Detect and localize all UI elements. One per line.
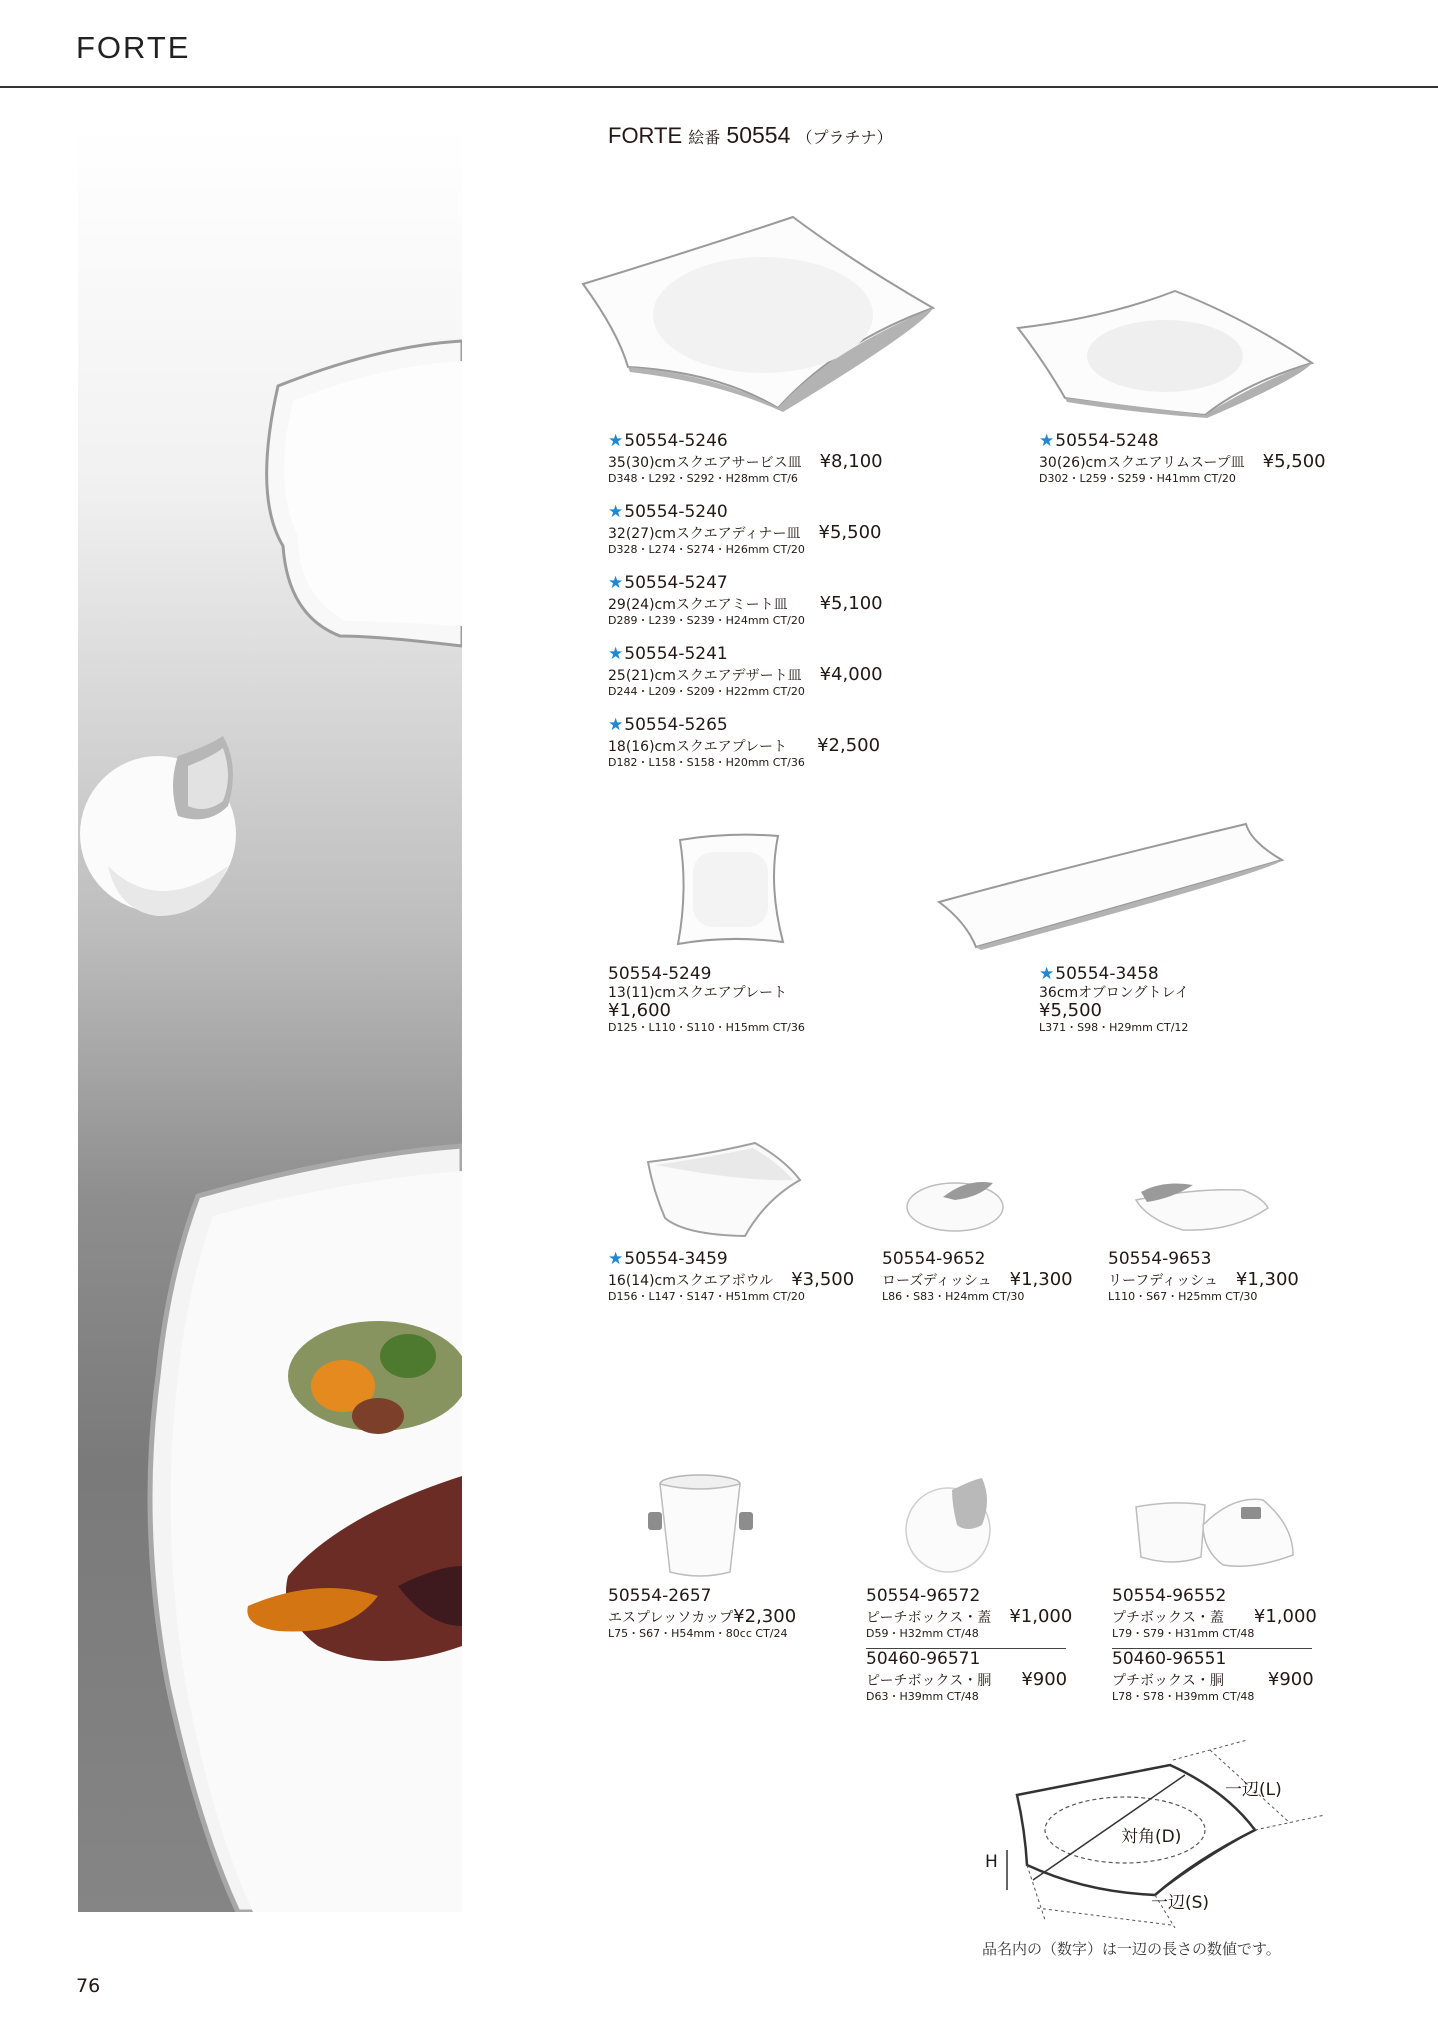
item-code: 50554-9653 xyxy=(1108,1249,1212,1269)
item-name: プチボックス・胴 xyxy=(1112,1672,1224,1689)
star-icon: ★ xyxy=(608,644,624,664)
item-code: 50554-3459 xyxy=(624,1249,728,1269)
item-name: 16(14)cmスクエアボウル xyxy=(608,1272,774,1289)
label-height-h: H xyxy=(985,1852,998,1872)
item-name: 32(27)cmスクエアディナー皿 xyxy=(608,525,801,542)
item-50554-2657 xyxy=(608,1587,796,1641)
item-name: ローズディッシュ xyxy=(882,1272,992,1289)
item-price: ¥8,100 xyxy=(819,450,883,472)
item-spec: D302・L259・S259・H41mm CT/20 xyxy=(1039,472,1236,486)
item-code: 50460-96551 xyxy=(1112,1649,1227,1669)
item-spec: D125・L110・S110・H15mm CT/36 xyxy=(608,1021,805,1035)
item-50554-9653 xyxy=(1108,1250,1299,1304)
item-code: 50554-5241 xyxy=(624,644,728,664)
photo-illustration xyxy=(78,126,462,1912)
product-image-peach-box xyxy=(902,1475,1000,1575)
item-code: 50554-5265 xyxy=(624,715,728,735)
item-name: エスプレッソカップ xyxy=(608,1609,734,1626)
item-50554-5241 xyxy=(608,645,883,699)
series-label: 絵番 xyxy=(688,130,721,147)
item-price: ¥1,000 xyxy=(1253,1605,1317,1627)
label-side-l: 一辺(L) xyxy=(1225,1780,1282,1800)
item-name: ピーチボックス・胴 xyxy=(866,1672,992,1689)
item-spec: D328・L274・S274・H26mm CT/20 xyxy=(608,543,805,557)
item-spec: D289・L239・S239・H24mm CT/20 xyxy=(608,614,805,628)
item-spec: L78・S78・H39mm CT/48 xyxy=(1112,1690,1255,1704)
product-image-leaf-dish xyxy=(1133,1180,1273,1236)
item-price: ¥5,500 xyxy=(1039,999,1102,1021)
item-price: ¥2,500 xyxy=(817,734,881,756)
item-code: 50554-5248 xyxy=(1055,431,1159,451)
item-spec: D244・L209・S209・H22mm CT/20 xyxy=(608,685,805,699)
item-price: ¥2,300 xyxy=(733,1605,797,1627)
item-spec: L371・S98・H29mm CT/12 xyxy=(1039,1021,1189,1035)
brand-header: FORTE xyxy=(76,30,191,65)
product-image-espresso-cup xyxy=(648,1472,753,1582)
item-name: リーフディッシュ xyxy=(1108,1272,1218,1289)
star-icon: ★ xyxy=(608,431,624,451)
item-50554-5240 xyxy=(608,503,881,557)
item-50554-5248 xyxy=(1039,432,1326,486)
item-50554-5247 xyxy=(608,574,883,628)
item-price: ¥5,500 xyxy=(1262,450,1326,472)
item-name: 25(21)cmスクエアデザート皿 xyxy=(608,667,802,684)
item-name: プチボックス・蓋 xyxy=(1112,1609,1224,1626)
item-spec: D59・H32mm CT/48 xyxy=(866,1627,979,1641)
item-50554-3458 xyxy=(1039,965,1189,1035)
star-icon: ★ xyxy=(608,1249,624,1269)
item-code: 50554-5249 xyxy=(608,964,712,984)
item-price: ¥1,300 xyxy=(1009,1268,1073,1290)
item-code: 50554-2657 xyxy=(608,1586,712,1606)
item-price: ¥5,100 xyxy=(819,592,883,614)
item-50554-9652 xyxy=(882,1250,1073,1304)
label-diagonal-d: 対角(D) xyxy=(1121,1827,1182,1847)
header-rule xyxy=(0,86,1438,88)
item-name: 35(30)cmスクエアサービス皿 xyxy=(608,454,802,471)
lifestyle-photo xyxy=(78,126,462,1912)
star-icon: ★ xyxy=(608,715,624,735)
item-code: 50554-5247 xyxy=(624,573,728,593)
series-number: 50554 xyxy=(726,122,791,148)
item-code: 50554-3458 xyxy=(1055,964,1159,984)
item-spec: D348・L292・S292・H28mm CT/6 xyxy=(608,472,798,486)
star-icon: ★ xyxy=(1039,964,1055,984)
item-50554-96552 xyxy=(1112,1587,1317,1641)
item-price: ¥1,300 xyxy=(1235,1268,1299,1290)
item-code: 50460-96571 xyxy=(866,1649,981,1669)
item-price: ¥4,000 xyxy=(819,663,883,685)
item-50554-5246 xyxy=(608,432,883,486)
item-50460-96551 xyxy=(1112,1650,1314,1704)
item-spec: D156・L147・S147・H51mm CT/20 xyxy=(608,1290,805,1304)
item-spec: D182・L158・S158・H20mm CT/36 xyxy=(608,756,805,770)
page-number: 76 xyxy=(76,1975,101,1997)
product-image-rose-dish xyxy=(905,1175,1010,1235)
item-spec: L79・S79・H31mm CT/48 xyxy=(1112,1627,1255,1641)
item-50554-5249 xyxy=(608,965,805,1035)
item-name: 18(16)cmスクエアプレート xyxy=(608,738,788,755)
item-50554-96572 xyxy=(866,1587,1072,1641)
star-icon: ★ xyxy=(1039,431,1055,451)
product-image-petit-box xyxy=(1133,1495,1298,1575)
item-code: 50554-9652 xyxy=(882,1249,986,1269)
item-price: ¥5,500 xyxy=(818,521,882,543)
item-code: 50554-5246 xyxy=(624,431,728,451)
item-spec: L110・S67・H25mm CT/30 xyxy=(1108,1290,1258,1304)
series-title xyxy=(608,122,893,149)
item-code: 50554-96572 xyxy=(866,1586,981,1606)
item-50460-96571 xyxy=(866,1650,1067,1704)
series-brand: FORTE xyxy=(608,123,683,148)
dimension-diagram xyxy=(985,1730,1345,1930)
product-image-square-bowl xyxy=(645,1140,803,1240)
label-side-s: 一辺(S) xyxy=(1151,1893,1210,1913)
product-image-13cm-plate xyxy=(668,830,790,950)
item-price: ¥3,500 xyxy=(791,1268,855,1290)
item-name: 29(24)cmスクエアミート皿 xyxy=(608,596,788,613)
item-name: 13(11)cmスクエアプレート xyxy=(608,984,788,1001)
item-price: ¥1,000 xyxy=(1009,1605,1073,1627)
item-name: 36cmオブロングトレイ xyxy=(1039,984,1189,1001)
product-image-square-service-plate xyxy=(578,212,938,412)
product-image-square-rim-soup xyxy=(1015,288,1315,418)
item-name: 30(26)cmスクエアリムスープ皿 xyxy=(1039,454,1245,471)
item-price: ¥1,600 xyxy=(608,999,671,1021)
footnote: 品名内の（数字）は一辺の長さの数値です。 xyxy=(982,1940,1281,1958)
series-finish: （プラチナ） xyxy=(796,130,893,147)
item-50554-3459 xyxy=(608,1250,854,1304)
item-spec: D63・H39mm CT/48 xyxy=(866,1690,979,1704)
item-price: ¥900 xyxy=(1021,1668,1068,1690)
item-name: ピーチボックス・蓋 xyxy=(866,1609,992,1626)
star-icon: ★ xyxy=(608,502,624,522)
item-spec: L75・S67・H54mm・80cc CT/24 xyxy=(608,1627,788,1641)
product-image-oblong-tray xyxy=(936,822,1286,952)
item-spec: L86・S83・H24mm CT/30 xyxy=(882,1290,1025,1304)
item-code: 50554-96552 xyxy=(1112,1586,1227,1606)
item-price: ¥900 xyxy=(1267,1668,1314,1690)
item-50554-5265 xyxy=(608,716,880,770)
star-icon: ★ xyxy=(608,573,624,593)
item-code: 50554-5240 xyxy=(624,502,728,522)
